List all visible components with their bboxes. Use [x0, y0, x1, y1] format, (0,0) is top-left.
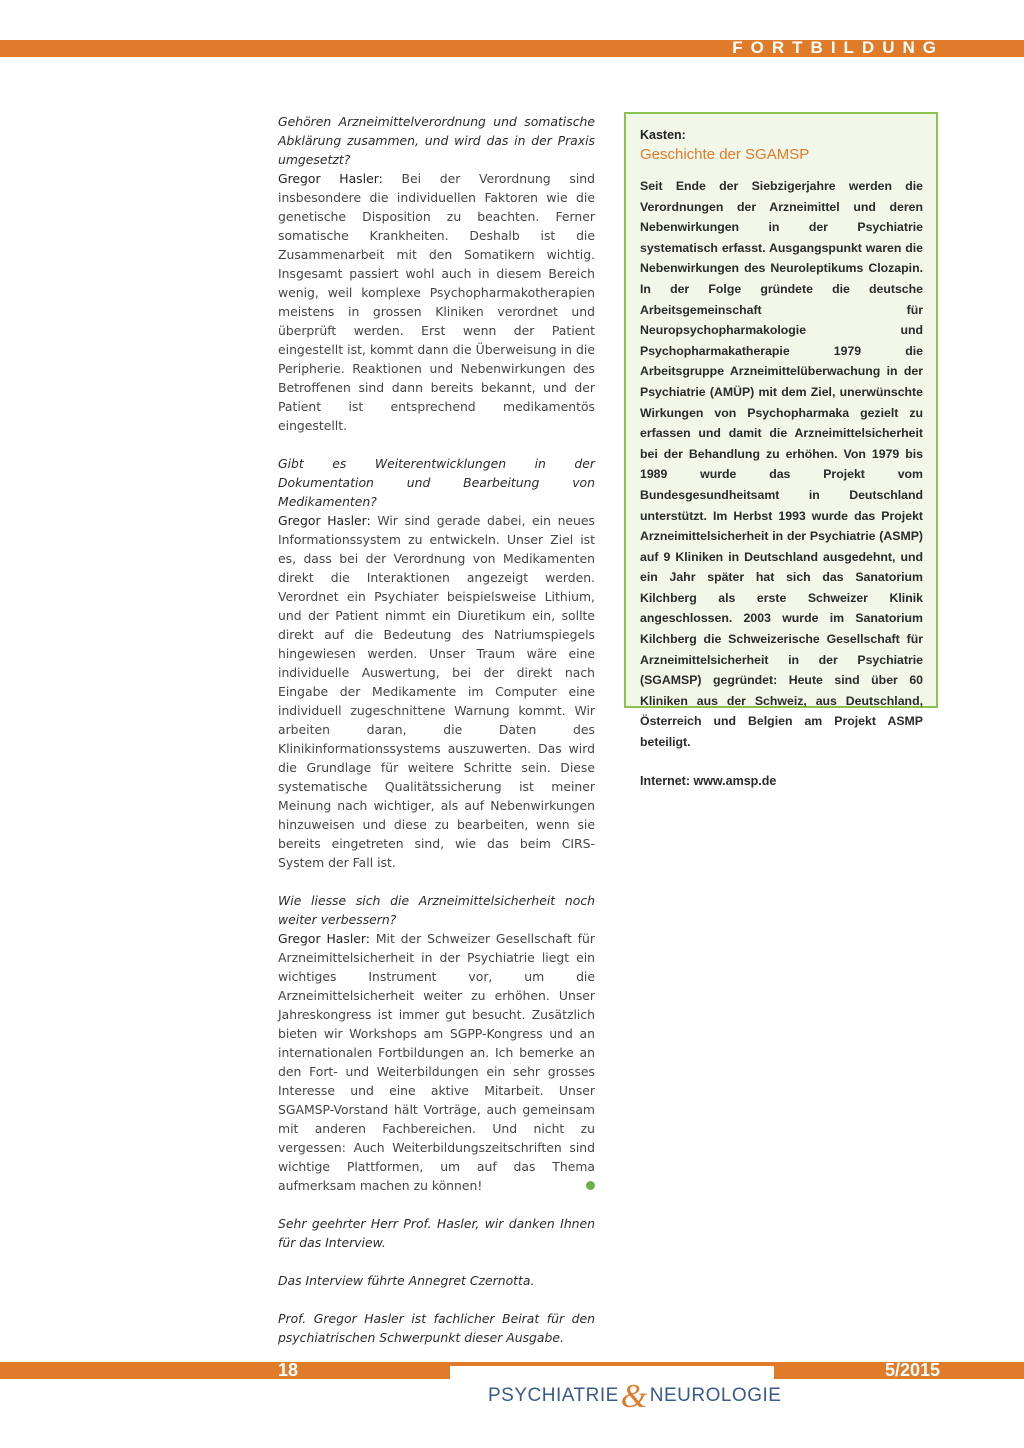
sidebar-box: [624, 112, 938, 788]
logo-text-left: PSYCHIATRIE: [488, 1385, 619, 1406]
box-title: Geschichte der SGAMSP: [640, 146, 810, 163]
answer-text: Bei der Verordnung sind insbesondere die individuellen Faktoren wie die genetische Disposition zu beachten. Ferner somatische Krankheiten. Deshalb ist die Zusammenarbeit mit den Somatikern wichtig. Insgesamt passiert wohl auch in diesem Bereich wenig, weil komplexe Psychopharmakotherapien meistens in grossen Kliniken verordnet und überprüft werden. Erst wenn der Patient eingestellt ist, kommt dann die Überweisung in die Peripherie. Reaktionen und Nebenwirkungen des Betroffenen sind dann bereits bekannt, und der Patient ist entsprechend medikamentös eingestellt.: [278, 171, 595, 433]
journal-logo: [488, 1378, 781, 1416]
answer-2: [278, 511, 595, 872]
logo-text-right: NEUROLOGIE: [649, 1385, 782, 1406]
speaker-label: Gregor Hasler:: [278, 931, 370, 946]
section-label: FORTBILDUNG: [732, 38, 944, 57]
question-3: Wie liesse sich die Arzneimittelsicherheit noch weiter verbessern?: [278, 893, 595, 927]
interview-article: [278, 112, 595, 1347]
box-internet-link[interactable]: Internet: www.amsp.de: [640, 773, 777, 788]
speaker-label: Gregor Hasler:: [278, 171, 383, 186]
answer-3: [278, 929, 595, 1195]
question-1: Gehören Arzneimittelverordnung und somatische Abklärung zusammen, und wird das in der Praxis umgesetzt?: [278, 114, 595, 167]
end-of-article-dot-icon: [586, 1181, 595, 1190]
answer-text: Mit der Schweizer Gesellschaft für Arzneimittelsicherheit in der Psychiatrie liegt ein wichtiges Instrument vor, um die Arzneimittelsicherheit weiter zu erhöhen. Unser Jahreskongress ist immer gut besucht. Zusätzlich bieten wir Workshops am SGPP-Kongress und an internationalen Fortbildungen an. Ich bemerke an den Fort- und Weiterbildungen ein sehr grosses Interesse und eine aktive Mitarbeit. Unser SGAMSP-Vorstand hält Vorträge, auch gemeinsam mit anderen Fachbereichen. Und nicht zu vergessen: Auch Weiterbildungszeitschriften sind wichtige Plattformen, um auf das Thema aufmerksam machen zu können!: [278, 931, 595, 1193]
issue-number: 5/2015: [884, 1360, 940, 1380]
question-2: Gibt es Weiterentwicklungen in der Dokumentation und Bearbeitung von Medikamenten?: [278, 456, 595, 509]
answer-1: [278, 169, 595, 435]
interviewer-credit: Das Interview führte Annegret Czernotta.: [278, 1273, 535, 1288]
page-number: 18: [278, 1360, 299, 1380]
box-body: Seit Ende der Siebzigerjahre werden die Verordnungen der Arzneimittel und deren Nebenwirkungen in der Psychiatrie systematisch erfasst. Ausgangspunkt waren die Nebenwirkungen des Neuroleptikums Clozapin. In der Folge gründete die deutsche Arbeitsgemeinschaft für Neuropsychopharmakologie und Psychopharmakatherapie 1979 die Arbeitsgruppe Arzneimittelüberwachung in der Psychiatrie (AMÜP) mit dem Ziel, unerwünschte Wirkungen von Psychopharmaka gezielt zu erfassen und damit die Arzneimittelsicherheit bei der Behandlung zu erhöhen. Von 1979 bis 1989 wurde das Projekt vom Bundesgesundheitsamt in Deutschland unterstützt. Im Herbst 1993 wurde das Projekt Arzneimittelsicherheit in der Psychiatrie (ASMP) auf 9 Kliniken in Deutschland ausgedehnt, und ein Jahr später hat sich das Sanatorium Kilchberg als erste Schweizer Klinik angeschlossen. 2003 wurde im Sanatorium Kilchberg die Schweizerische Gesellschaft für Arzneimittelsicherheit in der Psychiatrie (SGAMSP) gegründet: Heute sind über 60 Kliniken aus der Schweiz, aus Deutschland, Österreich und Belgien am Projekt ASMP beteiligt.: [640, 179, 923, 750]
author-bio: Prof. Gregor Hasler ist fachlicher Beirat für den psychiatrischen Schwerpunkt dieser Ausgabe.: [278, 1311, 595, 1345]
closing-thanks: Sehr geehrter Herr Prof. Hasler, wir danken Ihnen für das Interview.: [278, 1216, 595, 1250]
speaker-label: Gregor Hasler:: [278, 513, 371, 528]
logo-ampersand: &: [620, 1378, 648, 1415]
answer-text: Wir sind gerade dabei, ein neues Informationssystem zu entwickeln. Unser Ziel ist es, dass bei der Verordnung von Medikamenten direkt die Interaktionen angezeigt werden. Verordnet ein Psychiater beispielsweise Lithium, und der Patient nimmt ein Diuretikum ein, sollte direkt auf die Bedeutung des Natriumspiegels hingewiesen werden. Unser Traum wäre eine individuelle Auswertung, bei der direkt nach Eingabe der Medikamente im Computer eine individuell zugeschnittene Warnung kommt. Wir arbeiten daran, die Daten des Klinikinformationssystems auszuwerten. Das wird die Grundlage für weitere Schritte sein. Diese systematische Qualitätssicherung ist meiner Meinung nach wichtiger, als auf Nebenwirkungen hinzuweisen und diese zu bearbeiten, wenn sie bereits eingetreten sind, wie das beim CIRS-System der Fall ist.: [278, 513, 595, 870]
box-kicker: Kasten:: [640, 128, 686, 142]
